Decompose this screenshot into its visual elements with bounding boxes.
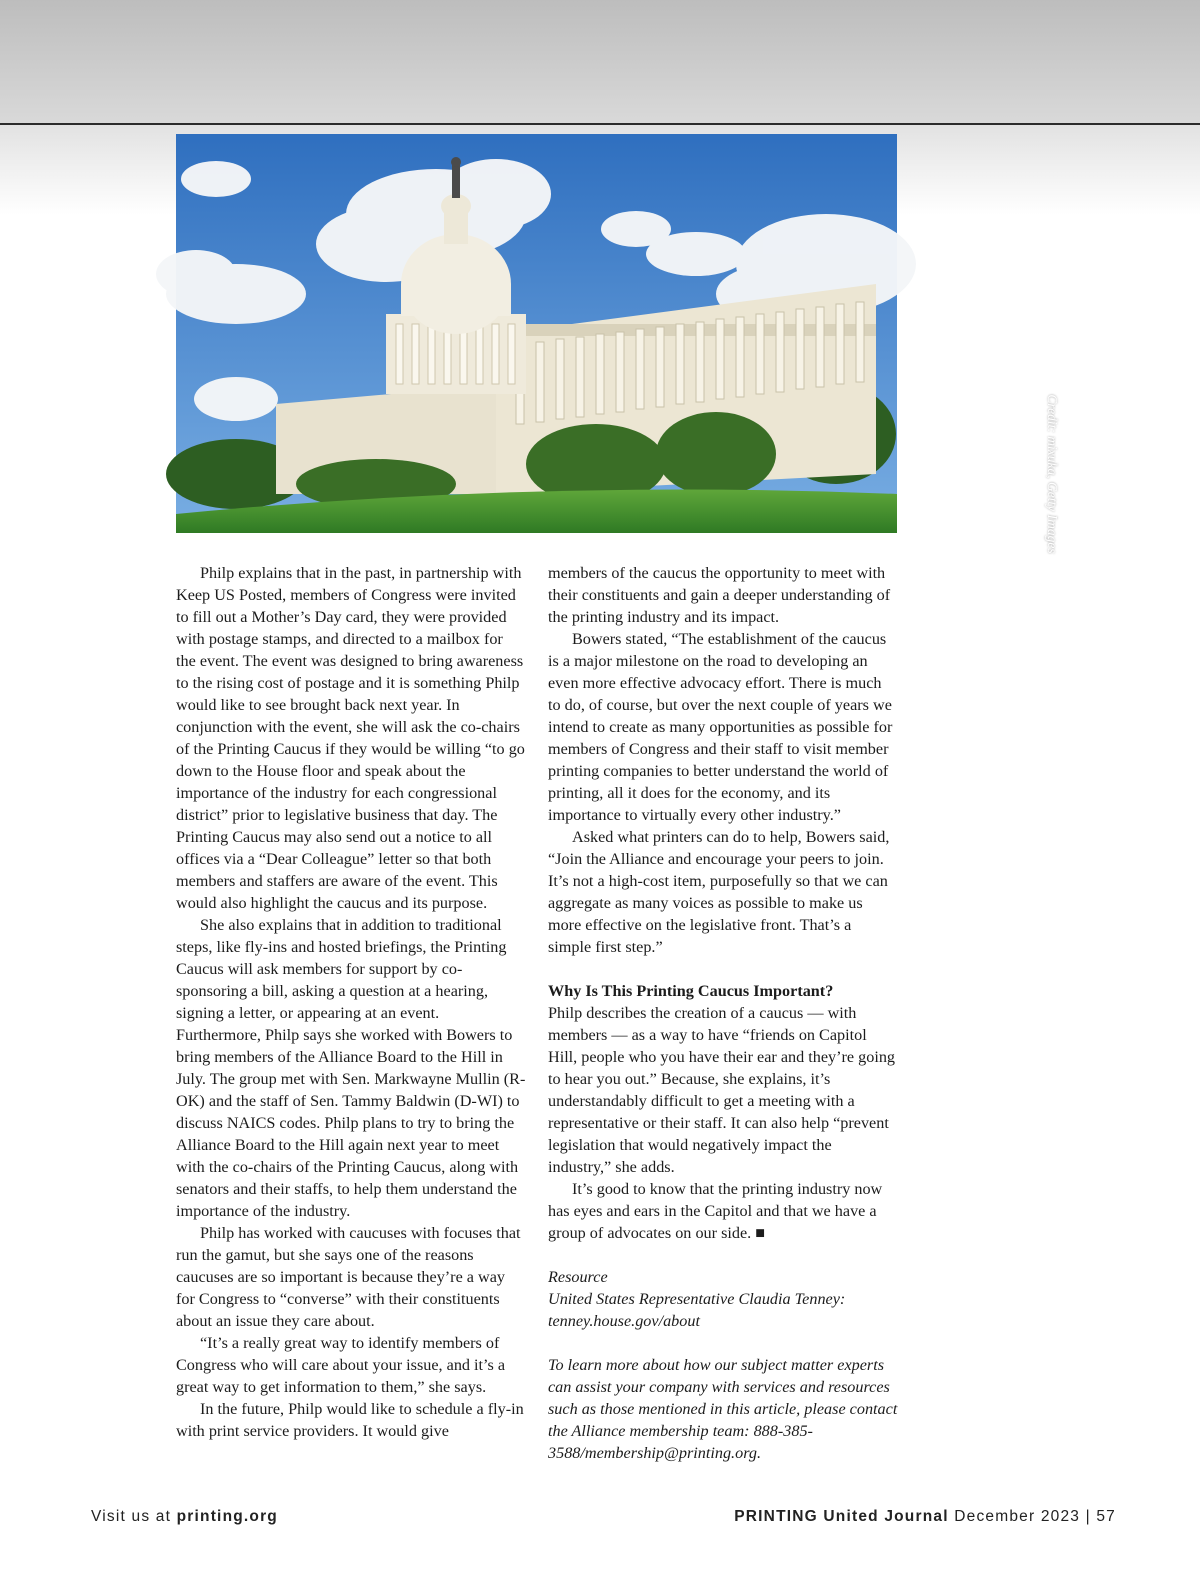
footer-site-link[interactable]: printing.org: [176, 1508, 278, 1525]
paragraph: Philp describes the creation of a caucus — with members — as a way to have “friends on Capitol Hill, people who you have their ear and they’re going to hear you out.” Because, she explains, it’s understandably difficult to get a meeting with a representative or their staff. It can also help “prevent legislation that would negatively impact the industry,” she adds.: [548, 1004, 896, 1176]
paragraph: Asked what printers can do to help, Bowers said, “Join the Alliance and encourage your peers to join. It’s not a high-cost item, purposefully so that we can aggregate as many voices as possible to make us more effective on the legislative front. That’s a simple first step.”: [548, 828, 890, 956]
resource-label: Resource: [548, 1268, 608, 1286]
paragraph-continuation: members of the caucus the opportunity to meet with their constituents and gain a deeper understanding of the printing industry and its impact.: [548, 564, 891, 626]
capitol-illustration: [176, 134, 897, 533]
article-column-left: [176, 562, 526, 1442]
paragraph: Philp has worked with caucuses with focuses that run the gamut, but she says one of the reasons caucuses are so important is because they’re a way for Congress to “converse” with their constituents about an issue they care about.: [176, 1224, 521, 1330]
contact-note: To learn more about how our subject matter experts can assist your company with services and resources such as those mentioned in this article, please contact the Alliance membership team: 888-385-3588/membership@printing.org.: [548, 1356, 898, 1462]
paragraph: Philp explains that in the past, in partnership with Keep US Posted, members of Congress were invited to fill out a Mother’s Day card, they were provided with postage stamps, and directed to a mailbox for the event. The event was designed to bring awareness to the rising cost of postage and it is something Philp would like to see brought back next year. In conjunction with the event, she will ask the co-chairs of the Printing Caucus if they would be willing “to go down to the House floor and speak about the importance of the industry for each congressional district” prior to legislative business that day. The Printing Caucus may also send out a notice to all offices via a “Dear Colleague” letter so that both members and staffers are aware of the event. This would also highlight the caucus and its purpose.: [176, 564, 525, 912]
footer-left: [91, 1508, 278, 1526]
resource-link-text: United States Representative Claudia Tenney: tenney.house.gov/about: [548, 1290, 846, 1330]
footer-prefix: Visit us at: [91, 1508, 177, 1525]
capitol-photo: [176, 134, 1060, 554]
paragraph: It’s good to know that the printing industry now has eyes and ears in the Capitol and that we have a group of advocates on our side. ■: [548, 1180, 883, 1242]
paragraph: She also explains that in addition to traditional steps, like fly-ins and hosted briefings, the Printing Caucus will ask members for support by co-sponsoring a bill, asking a question at a hearing, signing a letter, or appearing at an event. Furthermore, Philp says she worked with Bowers to bring members of the Alliance Board to the Hill in July. The group met with Sen. Markwayne Mullin (R-OK) and the staff of Sen. Tammy Baldwin (D-WI) to discuss NAICS codes. Philp plans to try to bring the Alliance Board to the Hill again next year to meet with the co-chairs of the Printing Caucus, along with senators and their staffs, to help them understand the importance of the industry.: [176, 916, 526, 1220]
paragraph: Bowers stated, “The establishment of the caucus is a major milestone on the road to developing an even more effective advocacy effort. There is much to do, of course, but over the next couple of years we intend to create as many opportunities as possible for members of Congress and their staff to visit member printing companies to better understand the world of printing, all it does for the economy, and its importance to virtually every other industry.”: [548, 630, 893, 824]
article-column-right: [548, 562, 898, 1464]
paragraph: “It’s a really great way to identify members of Congress who will care about your issue, and it’s a great way to get information to them,” she says.: [176, 1334, 506, 1396]
footer-brand: PRINTING United Journal: [734, 1508, 949, 1525]
top-band: [0, 0, 1200, 124]
footer-issue-page: December 2023 | 57: [948, 1508, 1116, 1525]
paragraph: In the future, Philp would like to schedule a fly-in with print service providers. It would give: [176, 1400, 524, 1440]
section-heading: Why Is This Printing Caucus Important?: [548, 982, 834, 1000]
photo-credit: Credit: mixuka, Getty Images: [1045, 394, 1060, 554]
footer-right: [734, 1508, 1116, 1526]
